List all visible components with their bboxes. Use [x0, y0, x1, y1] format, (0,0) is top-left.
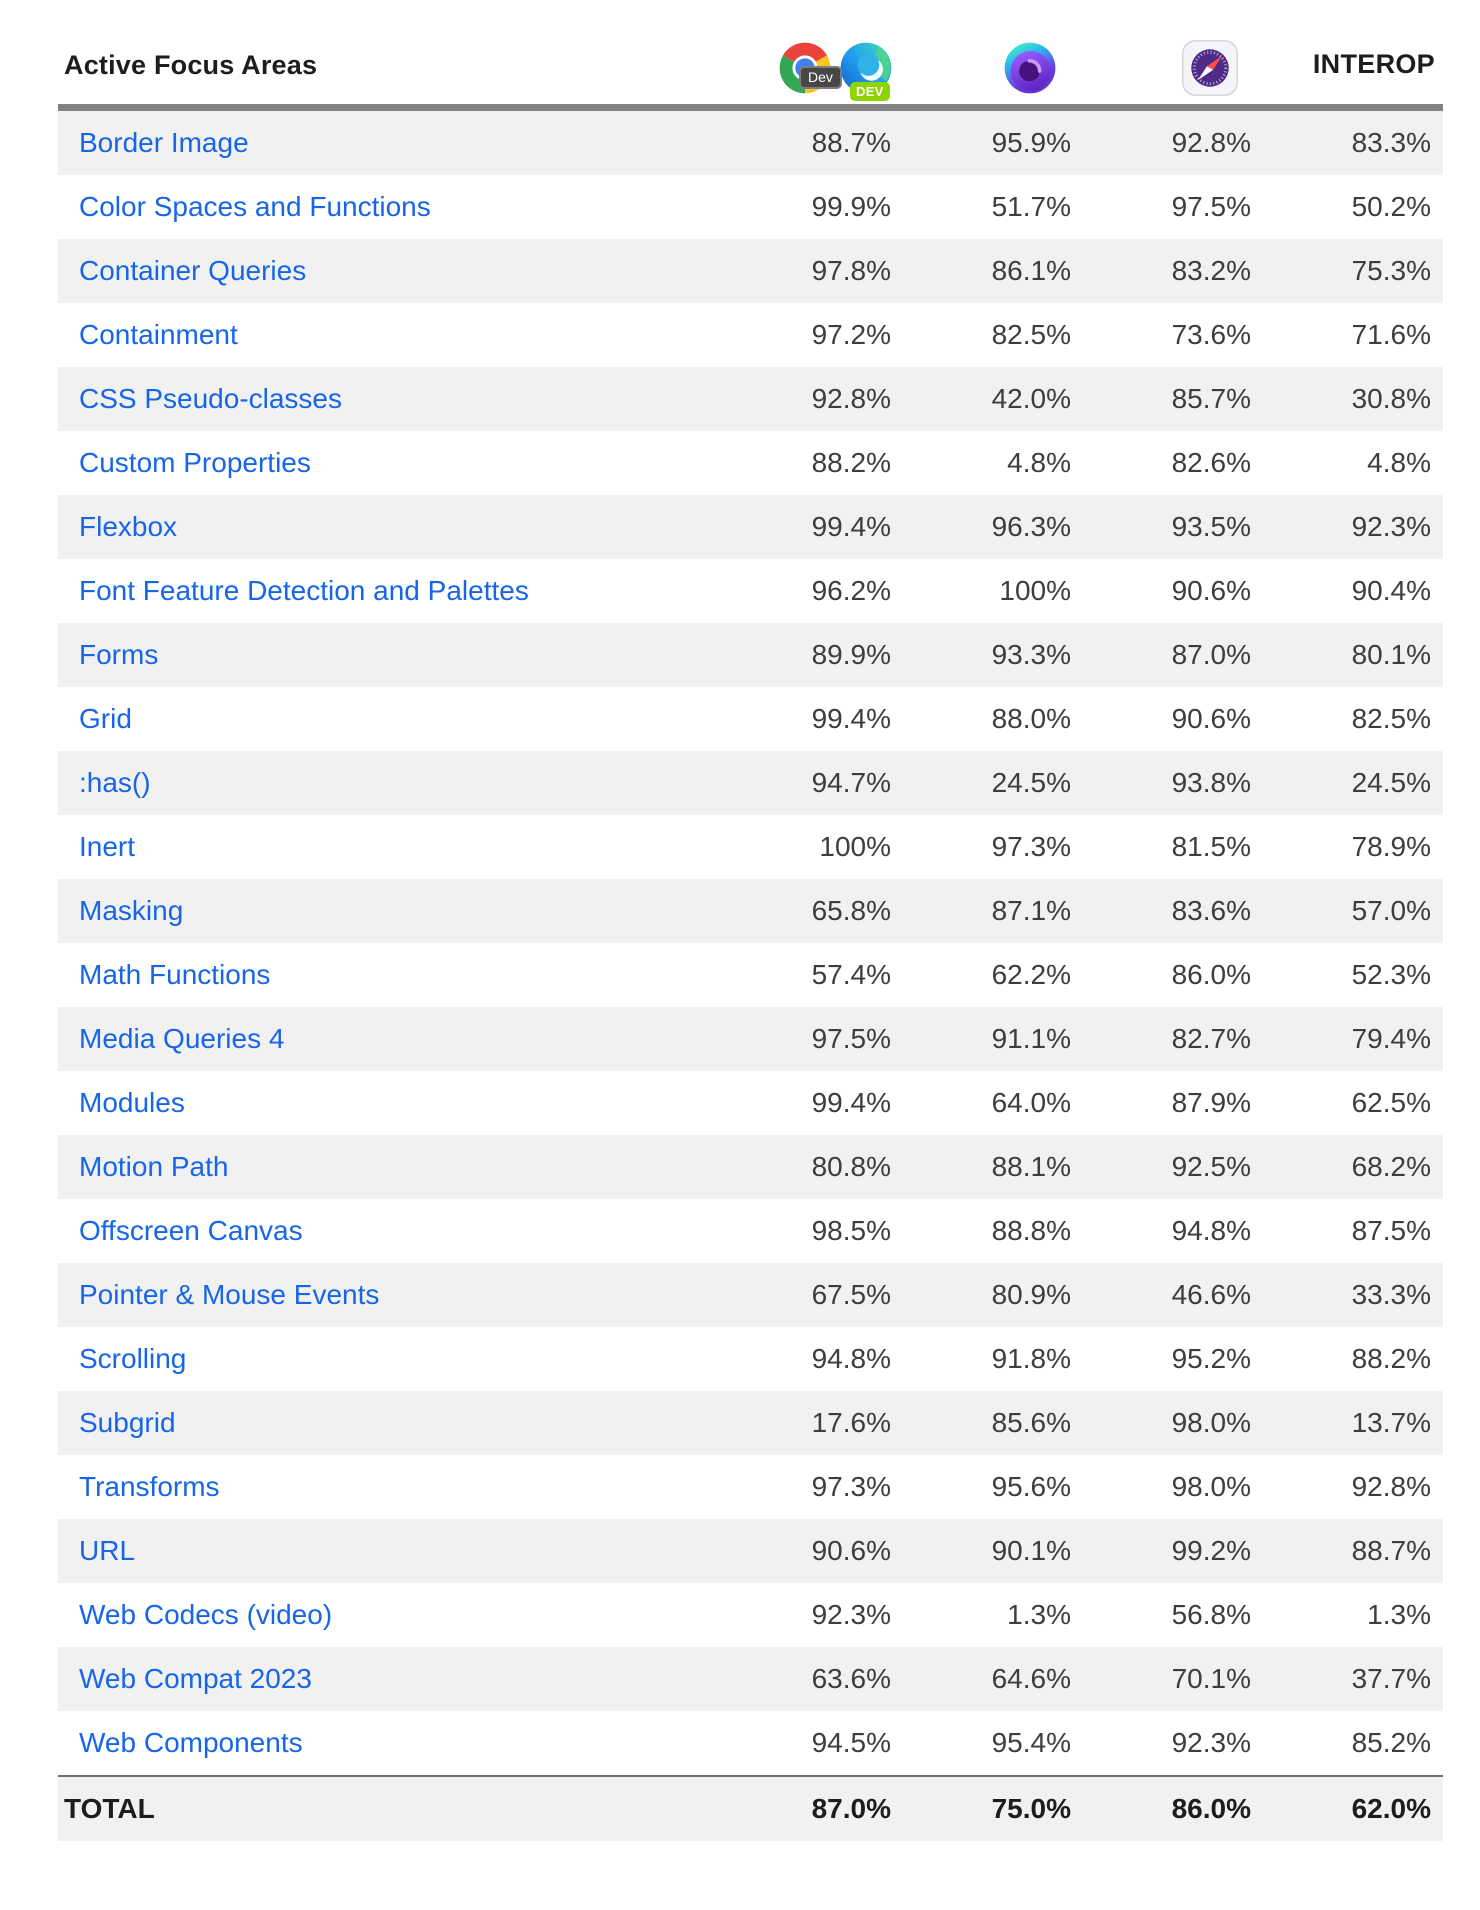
- focus-area-link[interactable]: Color Spaces and Functions: [79, 191, 431, 222]
- score-value: 62.2%: [991, 959, 1071, 990]
- score-value: 93.5%: [1171, 511, 1251, 542]
- score-value: 64.0%: [991, 1087, 1071, 1118]
- score-value: 90.1%: [991, 1535, 1071, 1566]
- score-value: 92.3%: [1351, 511, 1431, 542]
- table-row: [58, 239, 1443, 303]
- score-value: 81.5%: [1171, 831, 1251, 862]
- score-value: 96.3%: [991, 511, 1071, 542]
- focus-area-link[interactable]: Font Feature Detection and Palettes: [79, 575, 529, 606]
- column-header-interop: INTEROP: [1312, 49, 1435, 79]
- score-value: 88.0%: [991, 703, 1071, 734]
- score-value: 92.5%: [1171, 1151, 1251, 1182]
- score-value: 83.3%: [1351, 127, 1431, 158]
- score-value: 46.6%: [1171, 1279, 1251, 1310]
- score-value: 98.0%: [1171, 1471, 1251, 1502]
- score-value: 87.1%: [991, 895, 1071, 926]
- score-value: 86.0%: [1171, 959, 1251, 990]
- score-value: 85.2%: [1351, 1727, 1431, 1758]
- score-value: 56.8%: [1171, 1599, 1251, 1630]
- focus-area-link[interactable]: Grid: [79, 703, 132, 734]
- score-value: 79.4%: [1351, 1023, 1431, 1054]
- focus-area-link[interactable]: URL: [79, 1535, 136, 1566]
- score-value: 99.4%: [811, 1087, 891, 1118]
- focus-area-link[interactable]: Web Components: [79, 1727, 303, 1758]
- table-row: [58, 1007, 1443, 1071]
- score-value: 65.8%: [811, 895, 891, 926]
- score-value: 52.3%: [1351, 959, 1431, 990]
- table-row: [58, 1263, 1443, 1327]
- table-row: [58, 623, 1443, 687]
- table-row: [58, 495, 1443, 559]
- score-value: 99.2%: [1171, 1535, 1251, 1566]
- score-value: 4.8%: [1007, 447, 1071, 478]
- table-row: [58, 1647, 1443, 1711]
- score-value: 88.7%: [1351, 1535, 1431, 1566]
- score-value: 92.8%: [1171, 127, 1251, 158]
- score-value: 92.8%: [811, 383, 891, 414]
- focus-area-link[interactable]: Inert: [79, 831, 136, 862]
- score-value: 99.4%: [811, 511, 891, 542]
- score-value: 85.6%: [991, 1407, 1071, 1438]
- safari-technology-preview-icon: [1181, 39, 1239, 97]
- total-value: 86.0%: [1171, 1793, 1251, 1824]
- score-value: 88.7%: [811, 127, 891, 158]
- focus-area-link[interactable]: CSS Pseudo-classes: [79, 383, 343, 414]
- score-value: 17.6%: [811, 1407, 891, 1438]
- total-value: 75.0%: [991, 1793, 1071, 1824]
- page-title: Active Focus Areas: [64, 50, 318, 80]
- total-label: TOTAL: [64, 1793, 155, 1824]
- score-value: 94.5%: [811, 1727, 891, 1758]
- chrome-dev-icon: [776, 39, 834, 97]
- score-value: 86.1%: [991, 255, 1071, 286]
- score-value: 67.5%: [811, 1279, 891, 1310]
- table-row: [58, 1711, 1443, 1775]
- table-row: [58, 367, 1443, 431]
- score-value: 90.6%: [1171, 703, 1251, 734]
- focus-area-link[interactable]: Flexbox: [79, 511, 178, 542]
- score-value: 92.8%: [1351, 1471, 1431, 1502]
- table-row: [58, 1391, 1443, 1455]
- focus-area-link[interactable]: Border Image: [79, 127, 249, 158]
- table-row: [58, 431, 1443, 495]
- score-value: 89.9%: [811, 639, 891, 670]
- chrome-dev-badge: Dev: [799, 66, 842, 89]
- score-value: 91.8%: [991, 1343, 1071, 1374]
- score-value: 97.5%: [811, 1023, 891, 1054]
- score-value: 90.6%: [1171, 575, 1251, 606]
- table-row: [58, 1135, 1443, 1199]
- score-value: 98.5%: [811, 1215, 891, 1246]
- firefox-nightly-icon: [1001, 39, 1059, 97]
- score-value: 87.9%: [1171, 1087, 1251, 1118]
- score-value: 93.3%: [991, 639, 1071, 670]
- score-value: 80.1%: [1351, 639, 1431, 670]
- score-value: 87.0%: [1171, 639, 1251, 670]
- table-row: [58, 687, 1443, 751]
- score-value: 82.5%: [991, 319, 1071, 350]
- score-value: 97.5%: [1171, 191, 1251, 222]
- score-value: 100%: [819, 831, 891, 862]
- score-value: 87.5%: [1351, 1215, 1431, 1246]
- focus-area-link[interactable]: Web Compat 2023: [79, 1663, 312, 1694]
- score-value: 24.5%: [1351, 767, 1431, 798]
- focus-area-link[interactable]: Forms: [79, 639, 159, 670]
- header-divider: [58, 104, 1443, 111]
- focus-area-link[interactable]: Transforms: [79, 1471, 220, 1502]
- score-value: 63.6%: [811, 1663, 891, 1694]
- column-header-chrome-edge: [723, 39, 903, 104]
- score-value: 96.2%: [811, 575, 891, 606]
- total-value: 62.0%: [1351, 1793, 1431, 1824]
- column-header-firefox: [903, 39, 1083, 104]
- score-value: 13.7%: [1351, 1407, 1431, 1438]
- score-value: 95.9%: [991, 127, 1071, 158]
- focus-area-link[interactable]: Custom Properties: [79, 447, 311, 478]
- score-value: 88.2%: [811, 447, 891, 478]
- focus-area-link[interactable]: Container Queries: [79, 255, 307, 286]
- score-value: 88.1%: [991, 1151, 1071, 1182]
- table-row: [58, 303, 1443, 367]
- table-row: [58, 559, 1443, 623]
- score-value: 68.2%: [1351, 1151, 1431, 1182]
- total-value: 87.0%: [811, 1793, 891, 1824]
- score-value: 95.4%: [991, 1727, 1071, 1758]
- score-value: 71.6%: [1351, 319, 1431, 350]
- focus-area-link[interactable]: Masking: [79, 895, 184, 926]
- score-value: 92.3%: [811, 1599, 891, 1630]
- score-value: 88.8%: [991, 1215, 1071, 1246]
- table-row: [58, 1519, 1443, 1583]
- table-row: [58, 1199, 1443, 1263]
- score-value: 85.7%: [1171, 383, 1251, 414]
- focus-area-link[interactable]: Modules: [79, 1087, 185, 1118]
- score-value: 30.8%: [1351, 383, 1431, 414]
- score-value: 78.9%: [1351, 831, 1431, 862]
- table-row: [58, 111, 1443, 175]
- score-value: 93.8%: [1171, 767, 1251, 798]
- score-value: 91.1%: [991, 1023, 1071, 1054]
- score-value: 73.6%: [1171, 319, 1251, 350]
- focus-area-link[interactable]: Pointer & Mouse Events: [79, 1279, 380, 1310]
- score-value: 24.5%: [991, 767, 1071, 798]
- score-value: 100%: [999, 575, 1071, 606]
- table-row: [58, 1455, 1443, 1519]
- table-row: [58, 1071, 1443, 1135]
- focus-area-link[interactable]: Containment: [79, 319, 238, 350]
- edge-dev-icon: [837, 39, 895, 97]
- column-header-safari: [1083, 39, 1263, 104]
- score-value: 4.8%: [1367, 447, 1431, 478]
- score-value: 90.4%: [1351, 575, 1431, 606]
- score-value: 97.2%: [811, 319, 891, 350]
- score-value: 1.3%: [1007, 1599, 1071, 1630]
- table-row: [58, 175, 1443, 239]
- score-value: 94.8%: [811, 1343, 891, 1374]
- table-row: [58, 879, 1443, 943]
- focus-area-link[interactable]: Math Functions: [79, 959, 271, 990]
- score-value: 42.0%: [991, 383, 1071, 414]
- table-row: [58, 815, 1443, 879]
- score-value: 64.6%: [991, 1663, 1071, 1694]
- score-value: 95.2%: [1171, 1343, 1251, 1374]
- score-value: 80.9%: [991, 1279, 1071, 1310]
- interop-focus-areas-table: [58, 0, 1443, 1841]
- focus-area-link[interactable]: Offscreen Canvas: [79, 1215, 303, 1246]
- score-value: 33.3%: [1351, 1279, 1431, 1310]
- score-value: 92.3%: [1171, 1727, 1251, 1758]
- score-value: 88.2%: [1351, 1343, 1431, 1374]
- score-value: 94.7%: [811, 767, 891, 798]
- score-value: 97.8%: [811, 255, 891, 286]
- table-row: [58, 943, 1443, 1007]
- score-value: 95.6%: [991, 1471, 1071, 1502]
- score-value: 83.6%: [1171, 895, 1251, 926]
- score-value: 80.8%: [811, 1151, 891, 1182]
- score-value: 57.0%: [1351, 895, 1431, 926]
- focus-area-link[interactable]: Web Codecs (video): [79, 1599, 333, 1630]
- score-value: 51.7%: [991, 191, 1071, 222]
- score-value: 50.2%: [1351, 191, 1431, 222]
- table-row: [58, 751, 1443, 815]
- score-value: 97.3%: [991, 831, 1071, 862]
- focus-area-link[interactable]: Scrolling: [79, 1343, 187, 1374]
- focus-area-link[interactable]: Subgrid: [79, 1407, 176, 1438]
- score-value: 99.4%: [811, 703, 891, 734]
- score-value: 62.5%: [1351, 1087, 1431, 1118]
- table-row: [58, 1327, 1443, 1391]
- score-value: 70.1%: [1171, 1663, 1251, 1694]
- score-value: 97.3%: [811, 1471, 891, 1502]
- score-value: 94.8%: [1171, 1215, 1251, 1246]
- score-value: 90.6%: [811, 1535, 891, 1566]
- table-body: [58, 111, 1443, 1775]
- table-header: [58, 0, 1443, 104]
- edge-dev-badge: DEV: [850, 82, 890, 101]
- focus-area-link[interactable]: Media Queries 4: [79, 1023, 285, 1054]
- score-value: 1.3%: [1367, 1599, 1431, 1630]
- score-value: 75.3%: [1351, 255, 1431, 286]
- score-value: 82.5%: [1351, 703, 1431, 734]
- score-value: 83.2%: [1171, 255, 1251, 286]
- score-value: 98.0%: [1171, 1407, 1251, 1438]
- table-row: [58, 1583, 1443, 1647]
- score-value: 82.7%: [1171, 1023, 1251, 1054]
- score-value: 99.9%: [811, 191, 891, 222]
- focus-area-link[interactable]: :has(): [79, 767, 151, 798]
- focus-area-link[interactable]: Motion Path: [79, 1151, 229, 1182]
- score-value: 82.6%: [1171, 447, 1251, 478]
- total-row: [58, 1775, 1443, 1841]
- score-value: 37.7%: [1351, 1663, 1431, 1694]
- score-value: 57.4%: [811, 959, 891, 990]
